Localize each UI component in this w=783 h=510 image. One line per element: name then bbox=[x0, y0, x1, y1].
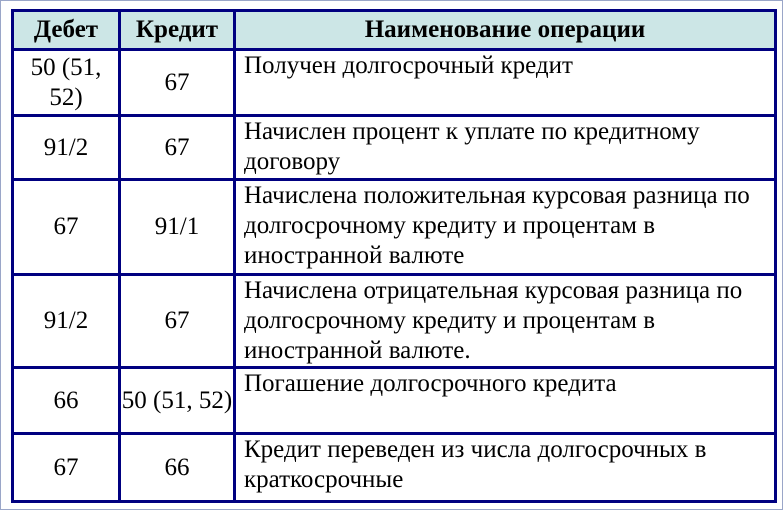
table-row bbox=[13, 368, 776, 434]
operation-cell: Погашение долгосрочного кредита bbox=[235, 368, 776, 434]
table-row bbox=[13, 434, 776, 502]
debit-cell: 66 bbox=[13, 368, 120, 434]
debit-cell: 67 bbox=[13, 434, 120, 502]
table-row bbox=[13, 116, 776, 180]
debit-cell: 67 bbox=[13, 180, 120, 275]
debit-cell: 91/2 bbox=[13, 275, 120, 368]
credit-cell: 91/1 bbox=[120, 180, 235, 275]
operation-cell: Начислена отрицательная курсовая разница по долгосрочному кредиту и процентам в иностранной валюте. bbox=[235, 275, 776, 368]
operation-cell: Кредит переведен из числа долгосрочных в краткосрочные bbox=[235, 434, 776, 502]
accounting-entries-table bbox=[11, 9, 777, 503]
operation-cell: Получен долгосрочный кредит bbox=[235, 50, 776, 116]
credit-cell: 67 bbox=[120, 275, 235, 368]
table-row bbox=[13, 50, 776, 116]
operation-cell: Начислен процент к уплате по кредитному договору bbox=[235, 116, 776, 180]
header-credit: Кредит bbox=[120, 11, 235, 50]
operation-cell: Начислена положительная курсовая разница по долгосрочному кредиту и процентам в иностранной валюте bbox=[235, 180, 776, 275]
credit-cell: 66 bbox=[120, 434, 235, 502]
debit-cell: 50 (51, 52) bbox=[13, 50, 120, 116]
credit-cell: 67 bbox=[120, 50, 235, 116]
credit-cell: 67 bbox=[120, 116, 235, 180]
table-row bbox=[13, 180, 776, 275]
header-debit: Дебет bbox=[13, 11, 120, 50]
debit-cell: 91/2 bbox=[13, 116, 120, 180]
credit-cell: 50 (51, 52) bbox=[120, 368, 235, 434]
header-operation: Наименование операции bbox=[235, 11, 776, 50]
table-row bbox=[13, 275, 776, 368]
table-header-row bbox=[13, 11, 776, 50]
